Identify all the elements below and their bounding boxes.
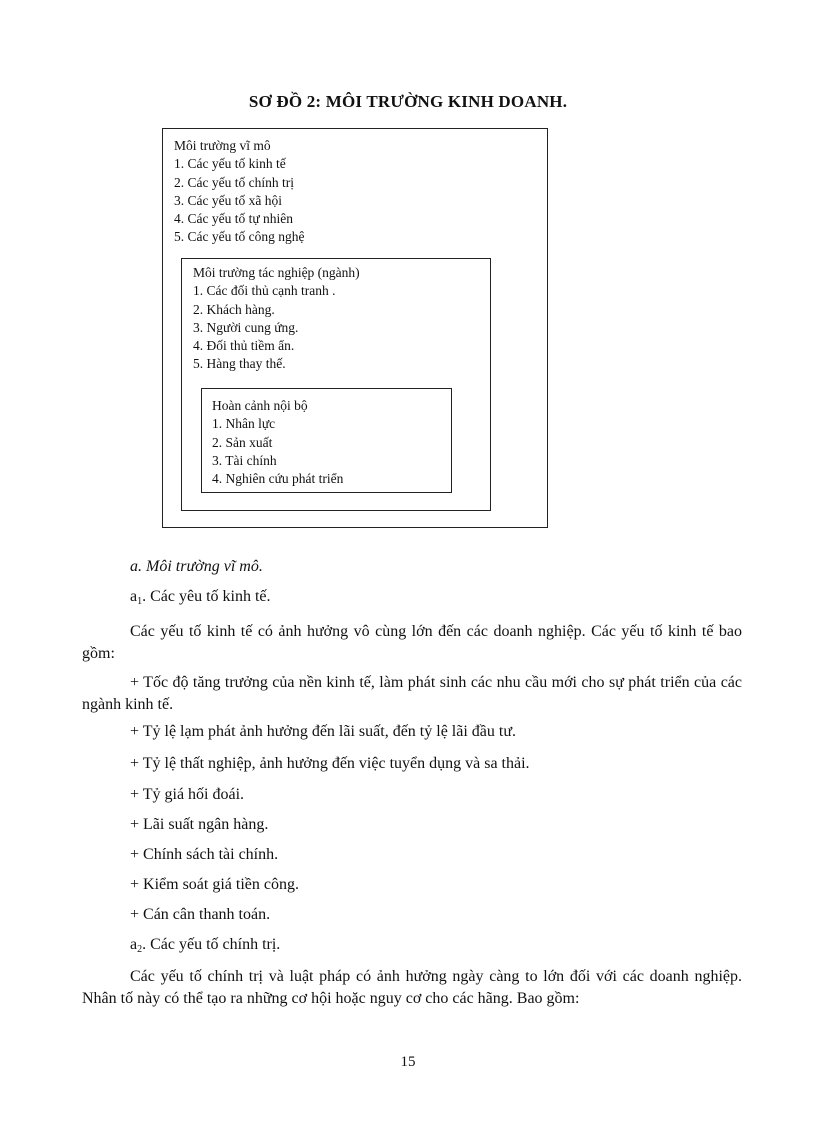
bullet-item: + Tỷ giá hối đoái. (130, 786, 245, 803)
box-item: 3. Các yếu tố xã hội (174, 192, 282, 208)
box-item: 4. Nghiên cứu phát triển (212, 471, 344, 487)
page-number: 15 (400, 1054, 416, 1070)
box-heading: Môi trường vĩ mô (174, 138, 271, 153)
bullet-item: + Lãi suất ngân hàng. (130, 816, 269, 833)
bullet-item: + Tốc độ tăng trưởng của nền kinh tế, làm phát sinh các nhu cầu mới cho sự phát triển của các ngành kinh tế. (82, 674, 742, 713)
box-item: 4. Các yếu tố tự nhiên (174, 211, 294, 227)
subsection-heading: $a_2$. Các yếu tố chính trị. (130, 936, 281, 955)
box-heading: Môi trường tác nghiệp (ngành) (193, 265, 360, 280)
box-item: 4. Đối thủ tiềm ẩn. (193, 338, 295, 354)
box-item: 2. Sản xuất (212, 434, 273, 450)
box-item: 2. Các yếu tố chính trị (174, 174, 294, 190)
subsection-heading: $a_1$. Các yêu tố kinh tế. (130, 588, 271, 607)
paragraph: Các yếu tố chính trị và luật pháp có ảnh hưởng ngày càng to lớn đối với các doanh nghiệp. Nhân tố này có thể tạo ra những cơ hội hoặc nguy cơ cho các hãng. Bao gồm: (82, 968, 742, 1007)
page-title: SƠ ĐỒ 2: MÔI TRƯỜNG KINH DOANH. (248, 92, 568, 111)
section-heading: a. Môi trường vĩ mô. (130, 558, 263, 575)
box-item: 1. Các đối thủ cạnh tranh . (193, 283, 336, 299)
box-item: 1. Các yếu tố kinh tế (174, 156, 286, 172)
bullet-item: + Cán cân thanh toán. (130, 906, 271, 923)
bullet-item: + Chính sách tài chính. (130, 846, 279, 863)
bullet-item: + Tỷ lệ lạm phát ảnh hưởng đến lãi suất, đến tỷ lệ lãi đầu tư. (130, 723, 516, 740)
box-item: 1. Nhân lực (212, 416, 276, 432)
box-item: 5. Hàng thay thế. (193, 356, 286, 372)
box-item: 3. Người cung ứng. (193, 319, 299, 335)
box-heading: Hoàn cảnh nội bộ (212, 398, 308, 413)
box-item: 3. Tài chính (212, 452, 277, 468)
bullet-item: + Kiểm soát giá tiền công. (130, 876, 299, 893)
bullet-item: + Tỷ lệ thất nghiệp, ảnh hưởng đến việc tuyển dụng và sa thải. (130, 755, 530, 772)
box-item: 2. Khách hàng. (193, 301, 275, 317)
internal-environment-box (201, 388, 452, 493)
paragraph: Các yếu tố kinh tế có ảnh hưởng vô cùng lớn đến các doanh nghiệp. Các yếu tố kinh tế bao gồm: (82, 623, 742, 662)
box-item: 5. Các yếu tố công nghệ (174, 229, 305, 245)
